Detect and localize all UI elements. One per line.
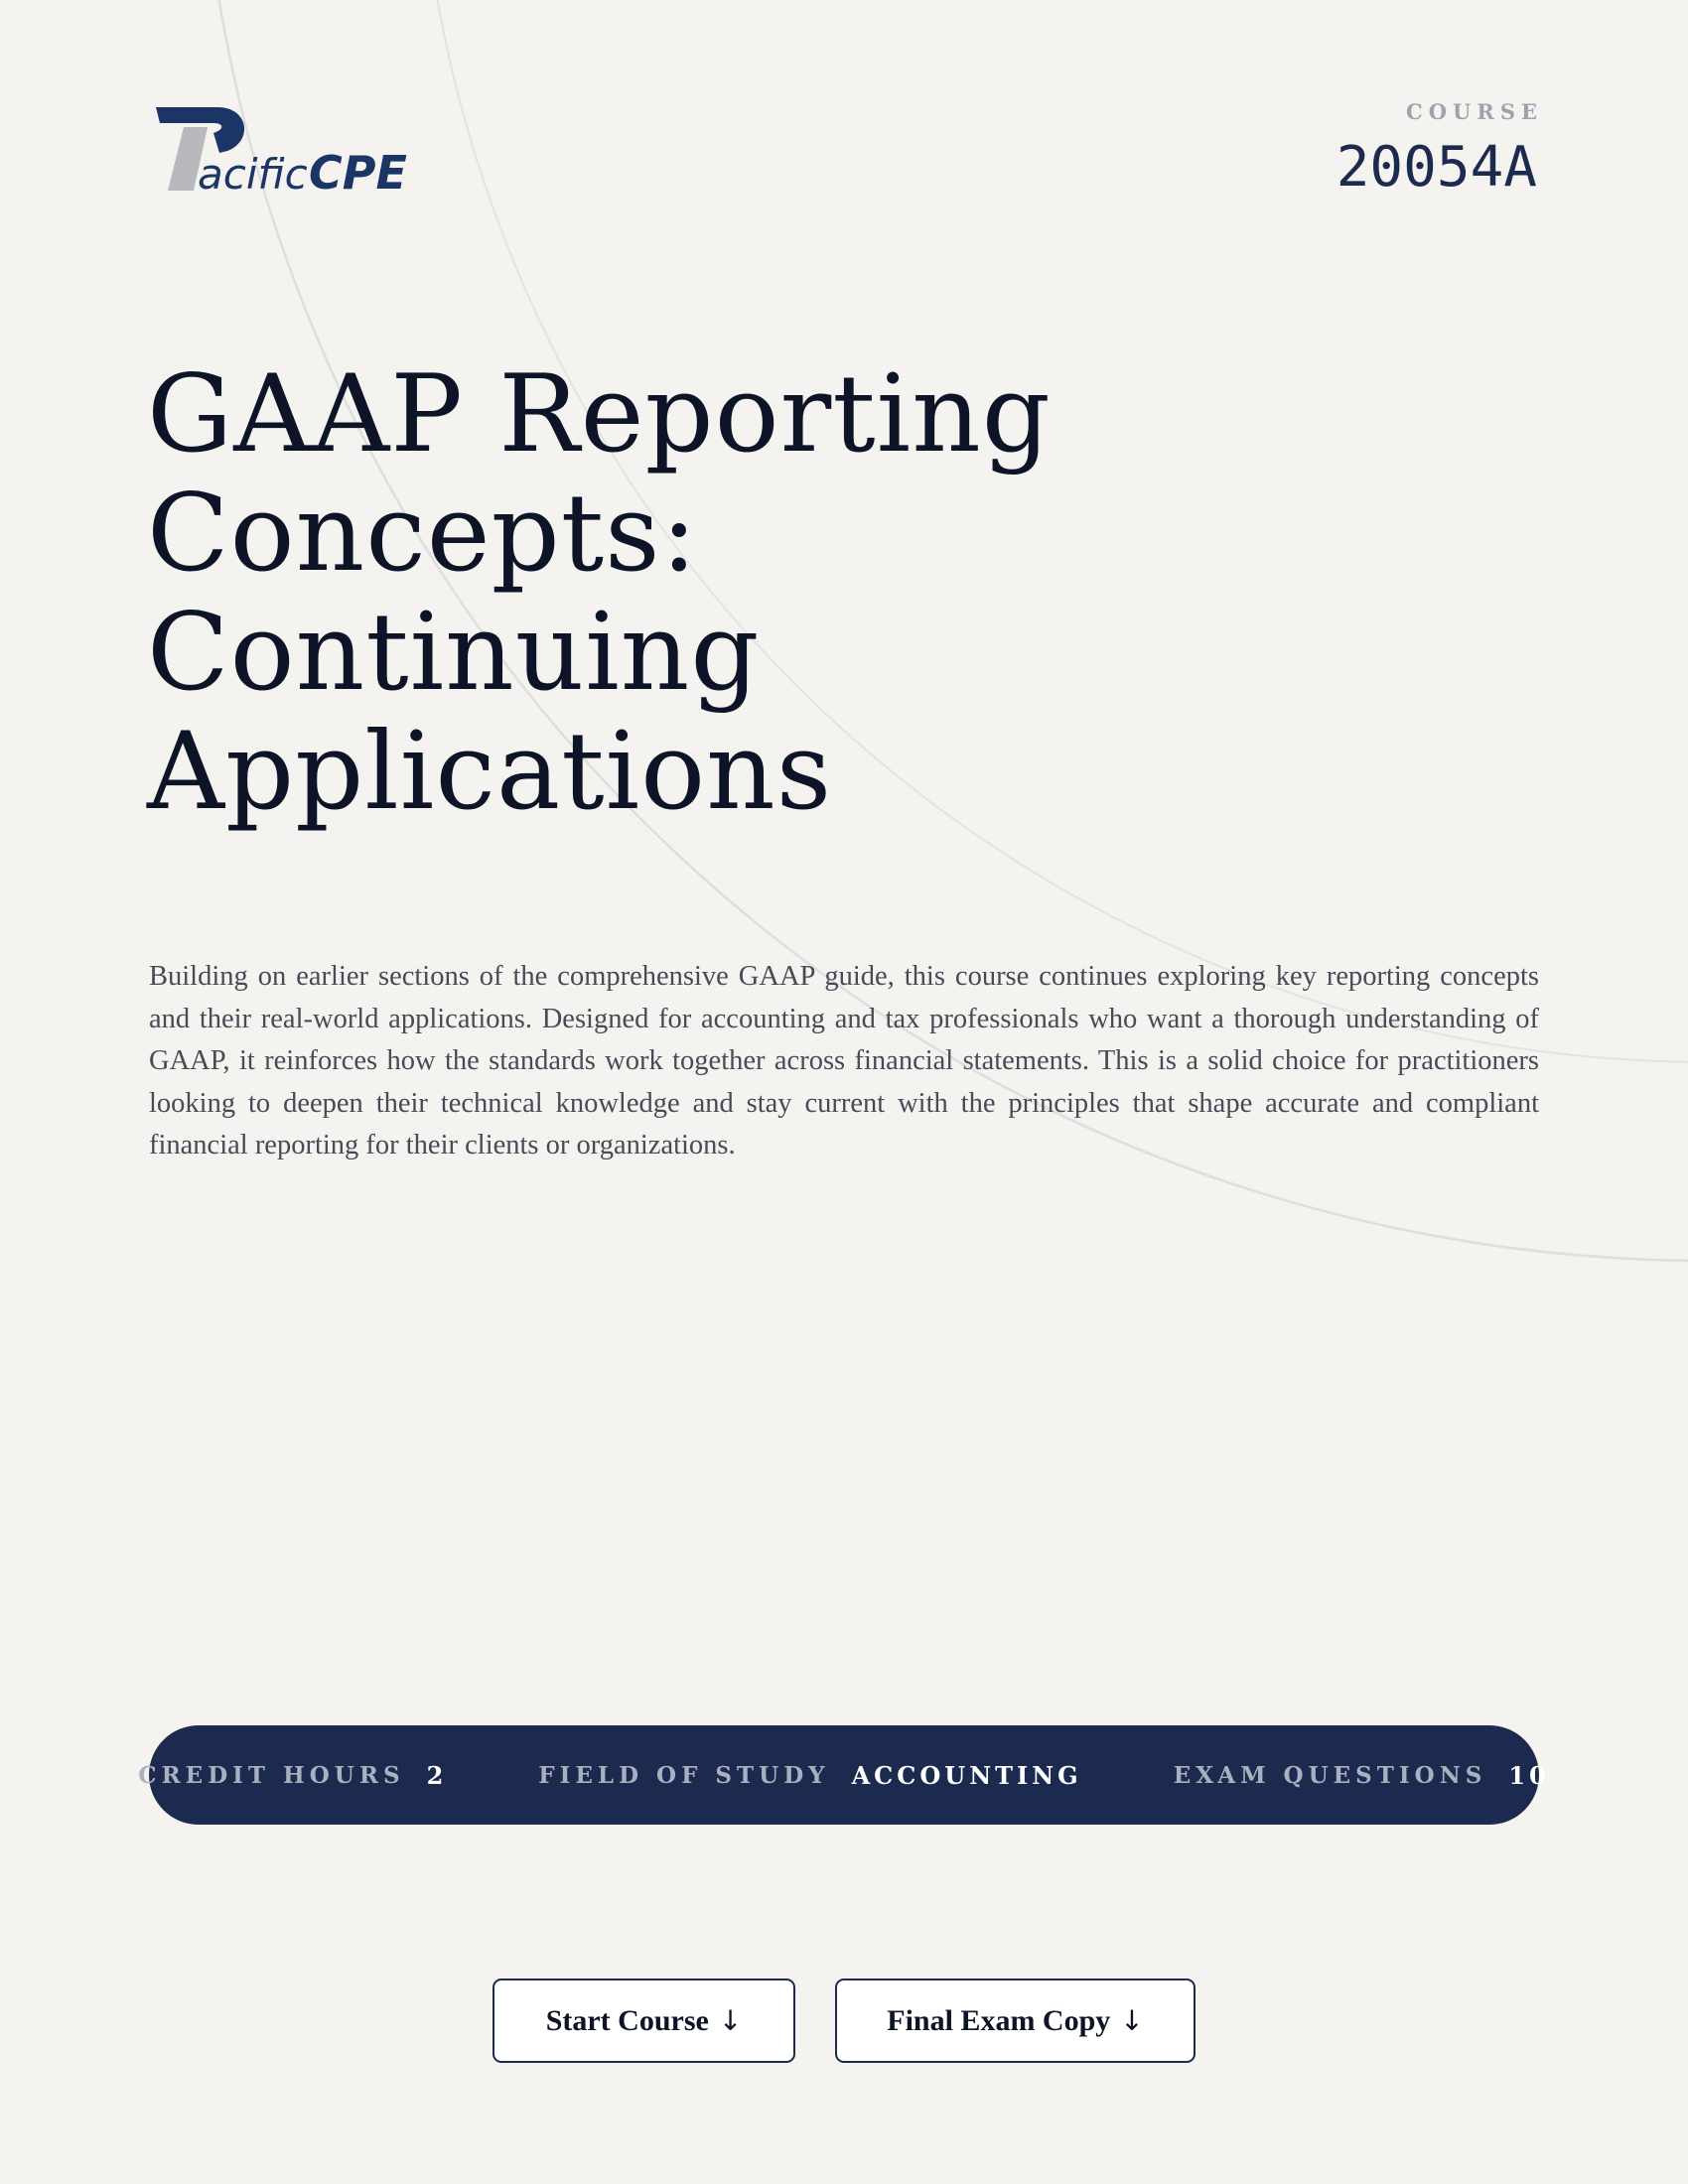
course-title-line: Concepts: [147,472,698,596]
stat-label: CREDIT HOURS [138,1761,405,1789]
final-exam-copy-label: Final Exam Copy [887,2003,1111,2037]
course-stats-bar [138,1725,1550,1825]
logo-text-prefix: acific [198,150,308,199]
course-title-line: GAAP Reporting [147,352,1052,477]
course-title-line: Applications [147,710,833,834]
course-code-block [1336,99,1543,200]
stat-exam-questions [1128,1761,1596,1790]
pacific-cpe-logo [154,103,412,199]
logo-text-brand: CPE [309,146,407,199]
course-title [147,352,1239,834]
start-course-button[interactable] [492,1979,795,2063]
stat-label: FIELD OF STUDY [538,1761,830,1789]
stat-value: 2 [426,1760,448,1790]
arrow-down-icon: ↓ [1120,2004,1144,2037]
stat-field-of-study [492,1761,1127,1790]
stat-label: EXAM QUESTIONS [1173,1761,1487,1789]
final-exam-copy-button[interactable] [835,1979,1196,2063]
stat-value: 10 [1508,1760,1550,1790]
stat-credit-hours [92,1761,492,1790]
stat-value: ACCOUNTING [851,1760,1082,1790]
action-buttons [0,1979,1688,2063]
arrow-down-icon: ↓ [718,2004,743,2037]
start-course-label: Start Course [545,2003,709,2037]
course-number: 20054A [1336,135,1537,200]
course-description: Building on earlier sections of the comprehensive GAAP guide, this course continues exploring key reporting concepts and their real-world applications. Designed for accounting and tax professionals who want a thorough understanding of GAAP, it reinforces how the standards work together across financial statements. This is a solid choice for practitioners looking to deepen their technical knowledge and stay current with the principles that shape accurate and compliant financial reporting for their clients or organizations. [149,961,1539,1160]
course-label: COURSE [1406,99,1543,124]
course-title-line: Continuing [147,591,761,715]
